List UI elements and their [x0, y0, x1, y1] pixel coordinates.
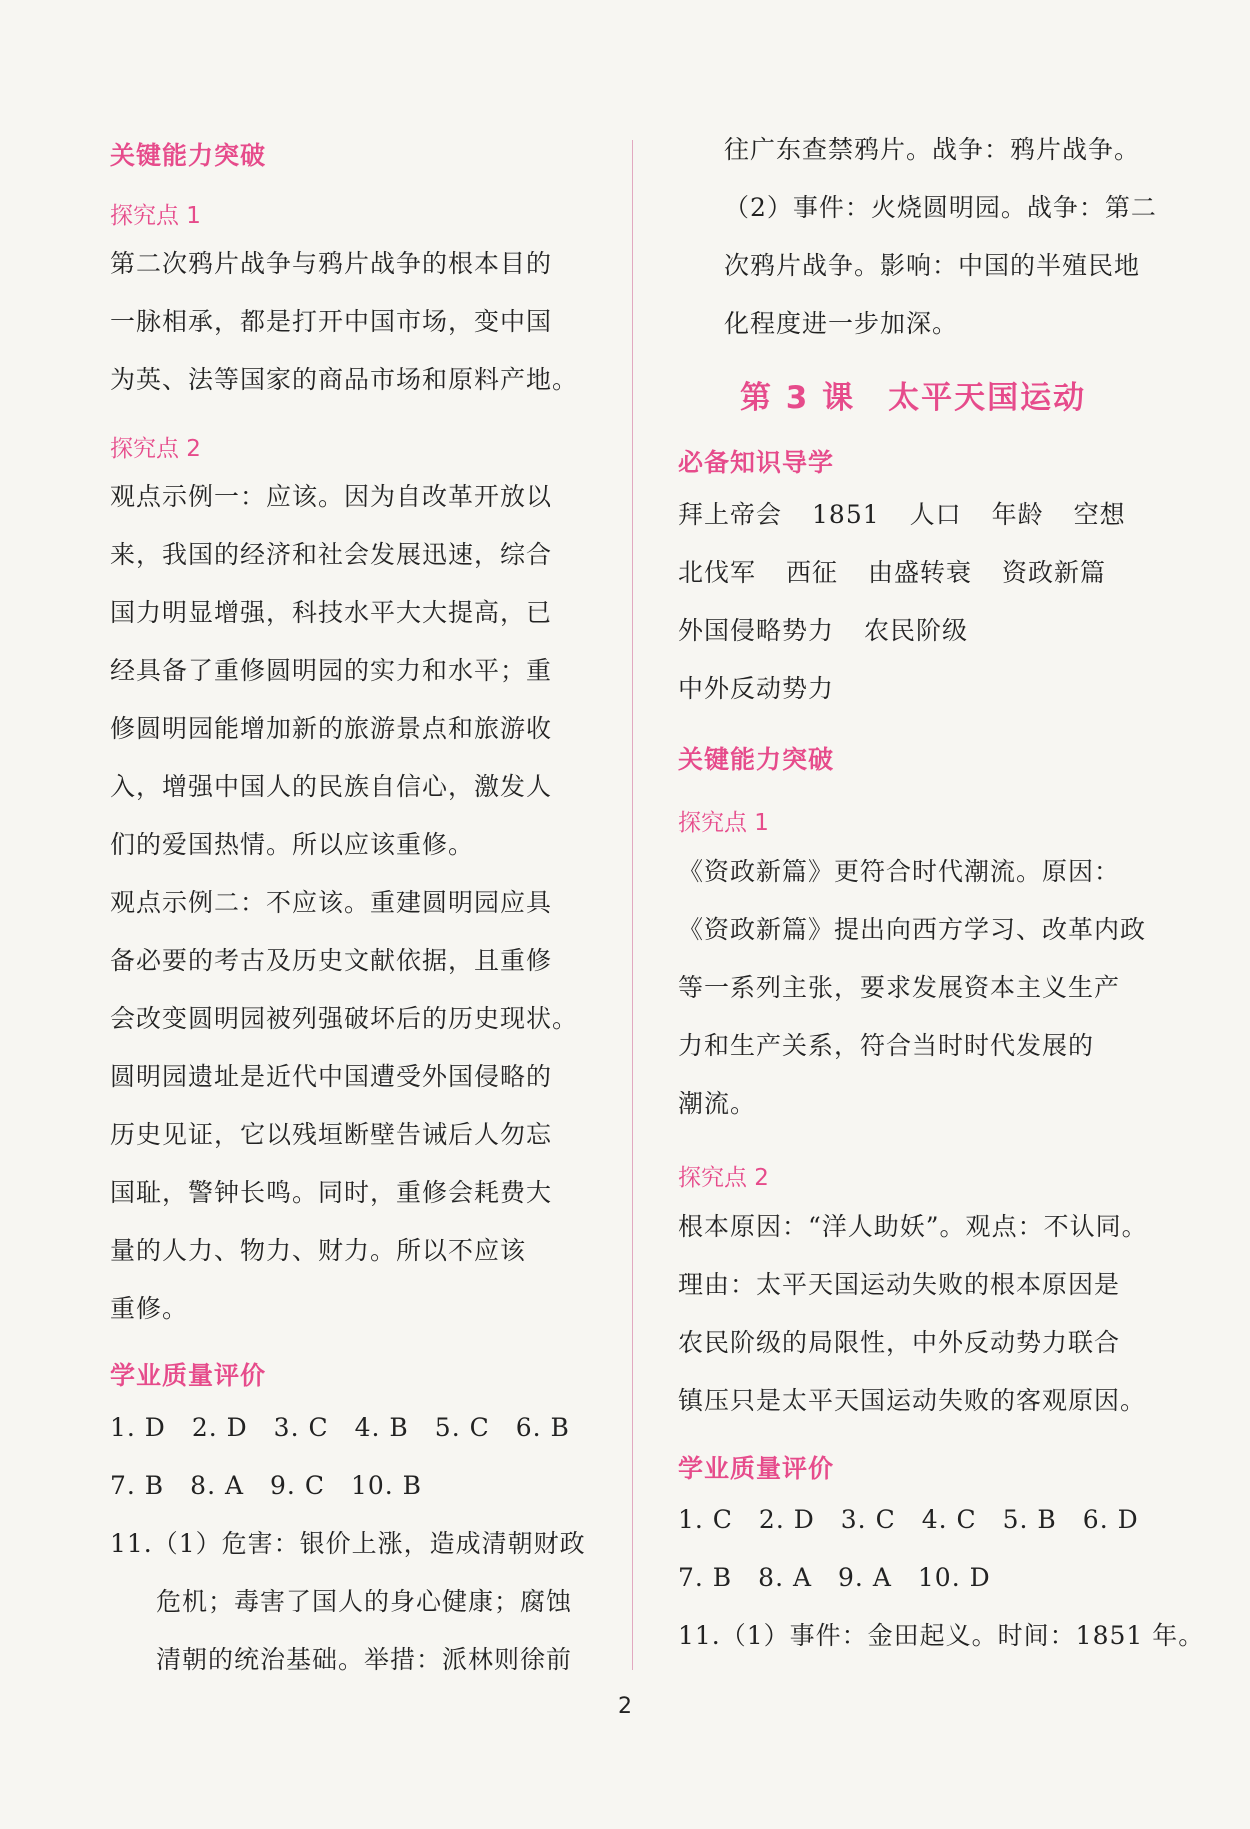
text-line: 次鸦片战争。影响：中国的半殖民地 — [724, 251, 1141, 280]
exploration-point-1-label: 探究点 1 — [678, 810, 769, 836]
text-line: 圆明园遗址是近代中国遭受外国侵略的 — [110, 1062, 553, 1091]
text-line: 理由：太平天国运动失败的根本原因是 — [678, 1270, 1121, 1299]
text-line: 备必要的考古及历史文献依据，且重修 — [110, 946, 553, 975]
knowledge-row — [678, 486, 1156, 544]
keyword: 空想 — [1073, 500, 1126, 529]
column-divider — [632, 140, 633, 1670]
text-line: 等一系列主张，要求发展资本主义生产 — [678, 973, 1121, 1002]
text-line: 清朝的统治基础。举措：派林则徐前 — [156, 1645, 573, 1674]
text-line: 农民阶级的局限性，中外反动势力联合 — [678, 1328, 1121, 1357]
text-line: 会改变圆明园被列强破坏后的历史现状。 — [110, 1004, 579, 1033]
page-number: 2 — [618, 1694, 632, 1719]
exploration-point-2-label: 探究点 2 — [678, 1165, 769, 1191]
text-line: 危机；毒害了国人的身心健康；腐蚀 — [156, 1587, 573, 1616]
keyword: 年龄 — [991, 500, 1044, 529]
exploration-point-2-label: 探究点 2 — [110, 436, 201, 462]
text-line: 11.（1）危害：银价上涨，造成清朝财政 — [110, 1529, 586, 1558]
keyword: 由盛转衰 — [868, 558, 973, 587]
text-line: 们的爱国热情。所以应该重修。 — [110, 830, 475, 859]
text-line: （2）事件：火烧圆明园。战争：第二 — [724, 193, 1157, 222]
text-line: 历史见证，它以残垣断壁告诫后人勿忘 — [110, 1120, 553, 1149]
heading-key-ability: 关键能力突破 — [110, 141, 267, 170]
keyword: 拜上帝会 — [678, 500, 783, 529]
keyword: 人口 — [909, 500, 962, 529]
text-line: 入，增强中国人的民族自信心，激发人 — [110, 772, 553, 801]
text-line: 潮流。 — [678, 1089, 757, 1118]
text-line: 国力明显增强，科技水平大大提高，已 — [110, 598, 553, 627]
keyword: 1851 — [812, 500, 880, 529]
text-line: 为英、法等国家的商品市场和原料产地。 — [110, 365, 579, 394]
text-line: 经具备了重修圆明园的实力和水平；重 — [110, 656, 553, 685]
keyword: 外国侵略势力 — [678, 616, 835, 645]
text-line: 一脉相承，都是打开中国市场，变中国 — [110, 307, 553, 336]
text-line: 力和生产关系，符合当时时代发展的 — [678, 1031, 1095, 1060]
text-line: 重修。 — [110, 1294, 189, 1323]
text-line: 国耻，警钟长鸣。同时，重修会耗费大 — [110, 1178, 553, 1207]
text-line: 化程度进一步加深。 — [724, 309, 959, 338]
answers-row: 7. B 8. A 9. A 10. D — [678, 1563, 991, 1592]
knowledge-row — [678, 544, 1136, 602]
knowledge-row — [678, 602, 998, 660]
keyword: 资政新篇 — [1002, 558, 1107, 587]
text-line: 量的人力、物力、财力。所以不应该 — [110, 1236, 527, 1265]
text-line: 观点示例一：应该。因为自改革开放以 — [110, 482, 553, 511]
text-line: 观点示例二：不应该。重建圆明园应具 — [110, 888, 553, 917]
text-line: 往广东查禁鸦片。战争：鸦片战争。 — [724, 135, 1141, 164]
answers-row: 1. C 2. D 3. C 4. C 5. B 6. D — [678, 1505, 1139, 1534]
keyword: 中外反动势力 — [678, 674, 835, 703]
heading-academic-quality: 学业质量评价 — [110, 1361, 267, 1390]
text-line: 《资政新篇》提出向西方学习、改革内政 — [678, 915, 1147, 944]
text-line: 《资政新篇》更符合时代潮流。原因： — [678, 857, 1121, 886]
text-line: 修圆明园能增加新的旅游景点和旅游收 — [110, 714, 553, 743]
keyword: 农民阶级 — [864, 616, 969, 645]
heading-essential-knowledge: 必备知识导学 — [678, 448, 835, 477]
exploration-point-1-label: 探究点 1 — [110, 203, 201, 229]
heading-key-ability: 关键能力突破 — [678, 745, 835, 774]
text-line: 11.（1）事件：金田起义。时间：1851 年。 — [678, 1621, 1205, 1650]
heading-academic-quality: 学业质量评价 — [678, 1454, 835, 1483]
lesson-title: 第 3 课 太平天国运动 — [740, 380, 1087, 416]
keyword: 北伐军 — [678, 558, 757, 587]
text-line: 根本原因：“洋人助妖”。观点：不认同。 — [678, 1212, 1148, 1241]
text-line: 镇压只是太平天国运动失败的客观原因。 — [678, 1386, 1147, 1415]
keyword: 西征 — [786, 558, 839, 587]
knowledge-row — [678, 660, 864, 718]
text-line: 来，我国的经济和社会发展迅速，综合 — [110, 540, 553, 569]
answers-row: 7. B 8. A 9. C 10. B — [110, 1471, 423, 1500]
text-line: 第二次鸦片战争与鸦片战争的根本目的 — [110, 249, 553, 278]
answers-row: 1. D 2. D 3. C 4. B 5. C 6. B — [110, 1413, 570, 1442]
